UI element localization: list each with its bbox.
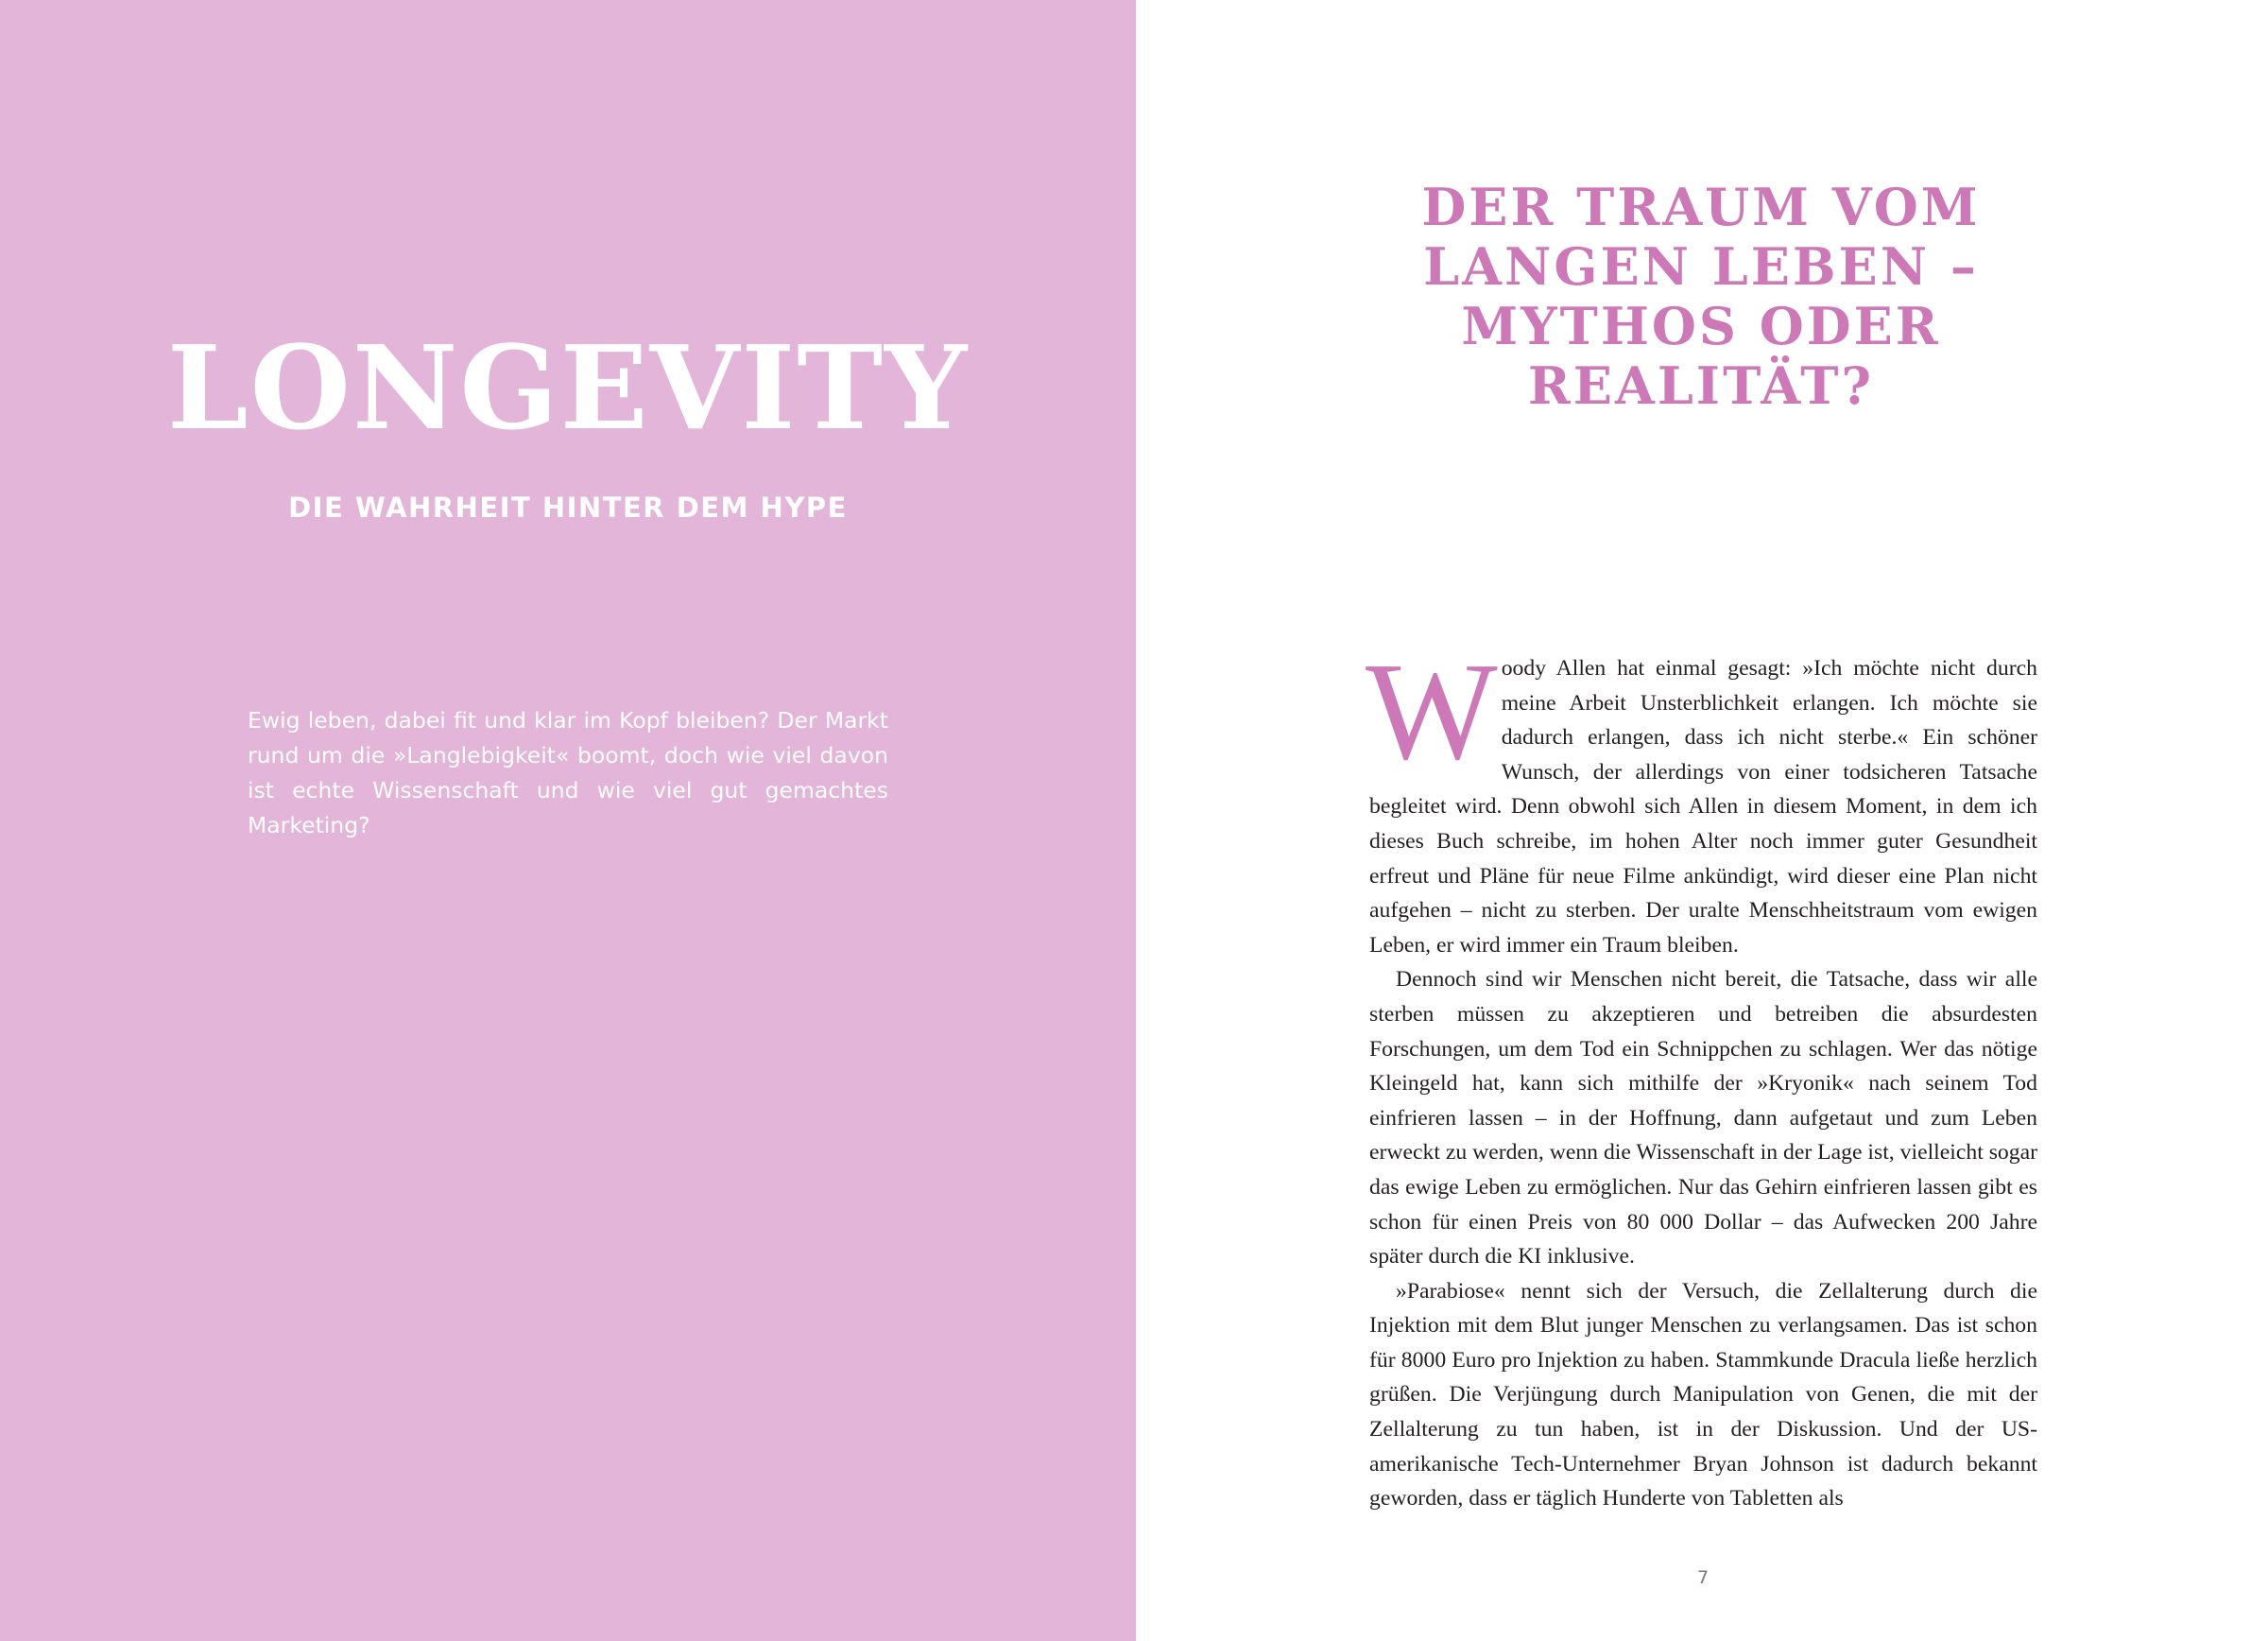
intro-text: Ewig leben, dabei fit und klar im Kopf bleiben? Der Markt rund um die »Langlebigkeit« boomt, doch wie viel davon ist echte Wissenschaft und wie viel gut gemachtes Marketing? (248, 707, 888, 838)
page-number: 7 (1696, 1567, 1710, 1588)
book-title: LONGEVITY (166, 320, 970, 456)
chapter-title: DER TRAUM VOM LANGEN LEBEN – MYTHOS ODER REALITÄT? (1421, 177, 1981, 416)
book-subtitle: DIE WAHRHEIT HINTER DEM HYPE (288, 492, 848, 524)
chapter-body (1366, 634, 2038, 1516)
body-paragraph-1 (1366, 634, 2037, 962)
body-paragraph-2: Dennoch sind wir Menschen nicht bereit, die Tatsache, dass wir alle sterben müssen zu akzeptieren und betreiben die absurdesten Forschungen, um dem Tod ein Schnippchen zu schlagen. Wer das nötige Kleingeld hat, kann sich mithilfe der »Kryonik« nach seinem Tod einfrieren lassen – in der Hoffnung, dann aufgetaut und zum Leben erweckt zu werden, wenn die Wissenschaft in der Lage ist, vielleicht sogar das ewige Leben zu ermöglichen. Nur das Gehirn einfrieren lassen gibt es schon für einen Preis von 80 000 Dollar – das Aufwecken 200 Jahre später durch die KI inklusive. (1369, 967, 2038, 1270)
body-paragraph-3: »Parabiose« nennt sich der Versuch, die Zellalterung durch die Injektion mit dem Blut junger Menschen zu verlangsamen. Das ist schon für 8000 Euro pro Injektion zu haben. Stammkunde Dracula ließe herzlich grüßen. Die Verjüngung durch Manipulation von Genen, die mit der Zellalterung zu tun haben, ist in der Diskussion. Und der US-amerikanische Tech-Unternehmer Bryan Johnson ist dadurch bekannt geworden, dass er täglich Hunderte von Tabletten als (1369, 1278, 2037, 1511)
body-paragraph-1-text: oody Allen hat einmal gesagt: »Ich möchte nicht durch meine Arbeit Unsterblichkeit erlangen. Ich möchte sie dadurch erlangen, dass ich nicht sterbe.« Ein schöner Wunsch, der allerdings von einer todsicheren Tatsache begleitet wird. Denn obwohl sich Allen in diesem Moment, in dem ich dieses Buch schreibe, im hohen Alter noch immer guter Gesundheit erfreut und Pläne für neue Filme ankündigt, wird dieser eine Plan nicht aufgehen – nicht zu sterben. Der uralte Menschheitstraum vom ewigen Leben, er wird immer ein Traum bleiben. (1369, 656, 2037, 958)
drop-cap: W (1366, 634, 1498, 789)
